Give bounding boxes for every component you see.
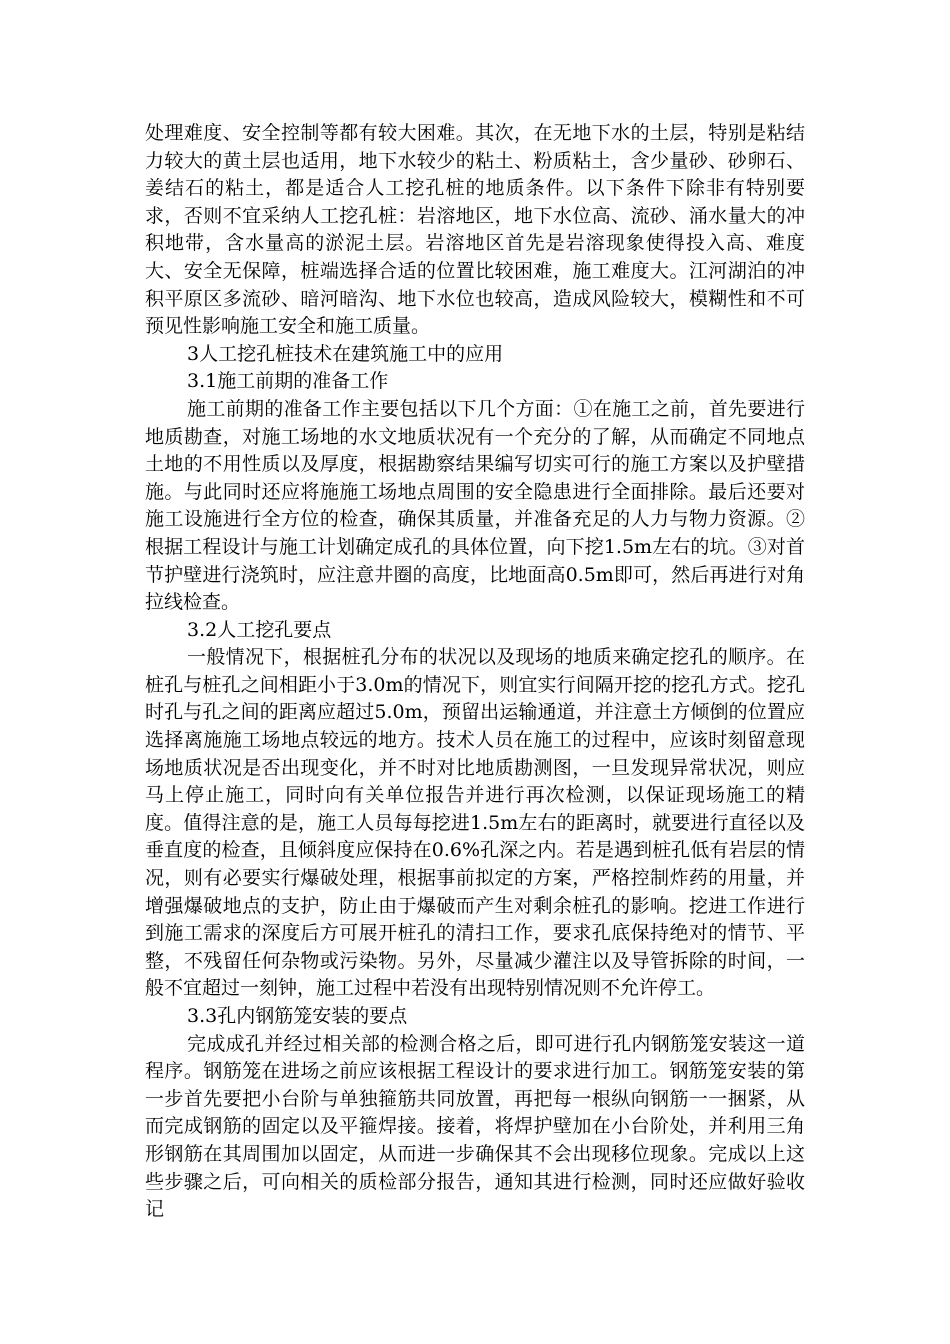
body-paragraph: 一般情况下，根据桩孔分布的状况以及现场的地质来确定挖孔的顺序。在桩孔与桩孔之间相距小于3.0m的情况下，则宜实行间隔开挖的挖孔方式。挖孔时孔与孔之间的距离应超过5.0m，预留出运输通道，并注意土方倾倒的位置应选择离施施工场地点较远的地方。技术人员在施工的过程中，应该时刻留意现场地质状况是否出现变化，并不时对比地质勘测图，一旦发现异常状况，则应马上停止施工，同时向有关单位报告并进行再次检测，以保证现场施工的精度。值得注意的是，施工人员每每挖进1.5m左右的距离时，就要进行直径以及垂直度的检查，且倾斜度应保持在0.6%孔深之内。若是遇到桩孔低有岩层的情况，则有必要实行爆破处理，根据事前拟定的方案，严格控制炸药的用量，并增强爆破地点的支护，防止由于爆破而产生对剩余桩孔的影响。挖进工作进行到施工需求的深度后方可展开桩孔的清扫工作，要求孔底保持绝对的情节、平整，不残留任何杂物或污染物。另外，尽量减少灌注以及导管拆除的时间，一般不宜超过一刻钟，施工过程中若没有出现特别情况则不允许停工。 [145, 646, 805, 1000]
body-paragraph: 处理难度、安全控制等都有较大困难。其次，在无地下水的土层，特别是粘结力较大的黄土层也适用，地下水较少的粘土、粉质粘土，含少量砂、砂卵石、姜结石的粘土，都是适合人工挖孔桩的地质条件。以下条件下除非有特别要求，否则不宜采纳人工挖孔桩：岩溶地区，地下水位高、流砂、涌水量大的冲积地带，含水量高的淤泥土层。岩溶地区首先是岩溶现象使得投入高、难度大、安全无保障，桩端选择合适的位置比较困难，施工难度大。江河湖泊的冲积平原区多流砂、暗河暗沟、地下水位也较高，造成风险较大，模糊性和不可预见性影响施工安全和施工质量。 [145, 122, 805, 338]
subsection-heading: 3.3孔内钢筋笼安装的要点 [187, 1005, 408, 1027]
subsection-heading: 3.2人工挖孔要点 [187, 618, 332, 641]
section-heading: 3人工挖孔桩技术在建筑施工中的应用 [187, 342, 504, 365]
body-paragraph: 完成成孔并经过相关部的检测合格之后，即可进行孔内钢筋笼安装这一道程序。钢筋笼在进场之前应该根据工程设计的要求进行加工。钢筋笼安装的第一步首先要把小台阶与单独箍筋共同放置，再把每一根纵向钢筋一一捆紧，从而完成钢筋的固定以及平箍焊接。接着，将焊护壁加在小台阶处，并利用三角形钢筋在其周围加以固定，从而进一步确保其不会出现移位现象。完成以上这些步骤之后，可向相关的质检部分报告，通知其进行检测，同时还应做好验收记 [145, 1032, 805, 1221]
document-page [145, 120, 805, 1224]
subsection-heading: 3.1施工前期的准备工作 [187, 370, 389, 393]
body-paragraph: 施工前期的准备工作主要包括以下几个方面：①在施工之前，首先要进行地质勘查，对施工场地的水文地质状况有一个充分的了解，从而确定不同地点土地的不用性质以及厚度，根据勘察结果编写切实可行的施工方案以及护壁措施。与此同时还应将施施工场地点周围的安全隐患进行全面排除。最后还要对施工设施进行全方位的检查，确保其质量，并准备充足的人力与物力资源。②根据工程设计与施工计划确定成孔的具体位置，向下挖1.5m左右的坑。③对首节护壁进行浇筑时，应注意井圈的高度，比地面高0.5m即可，然后再进行对角拉线检查。 [145, 397, 805, 614]
